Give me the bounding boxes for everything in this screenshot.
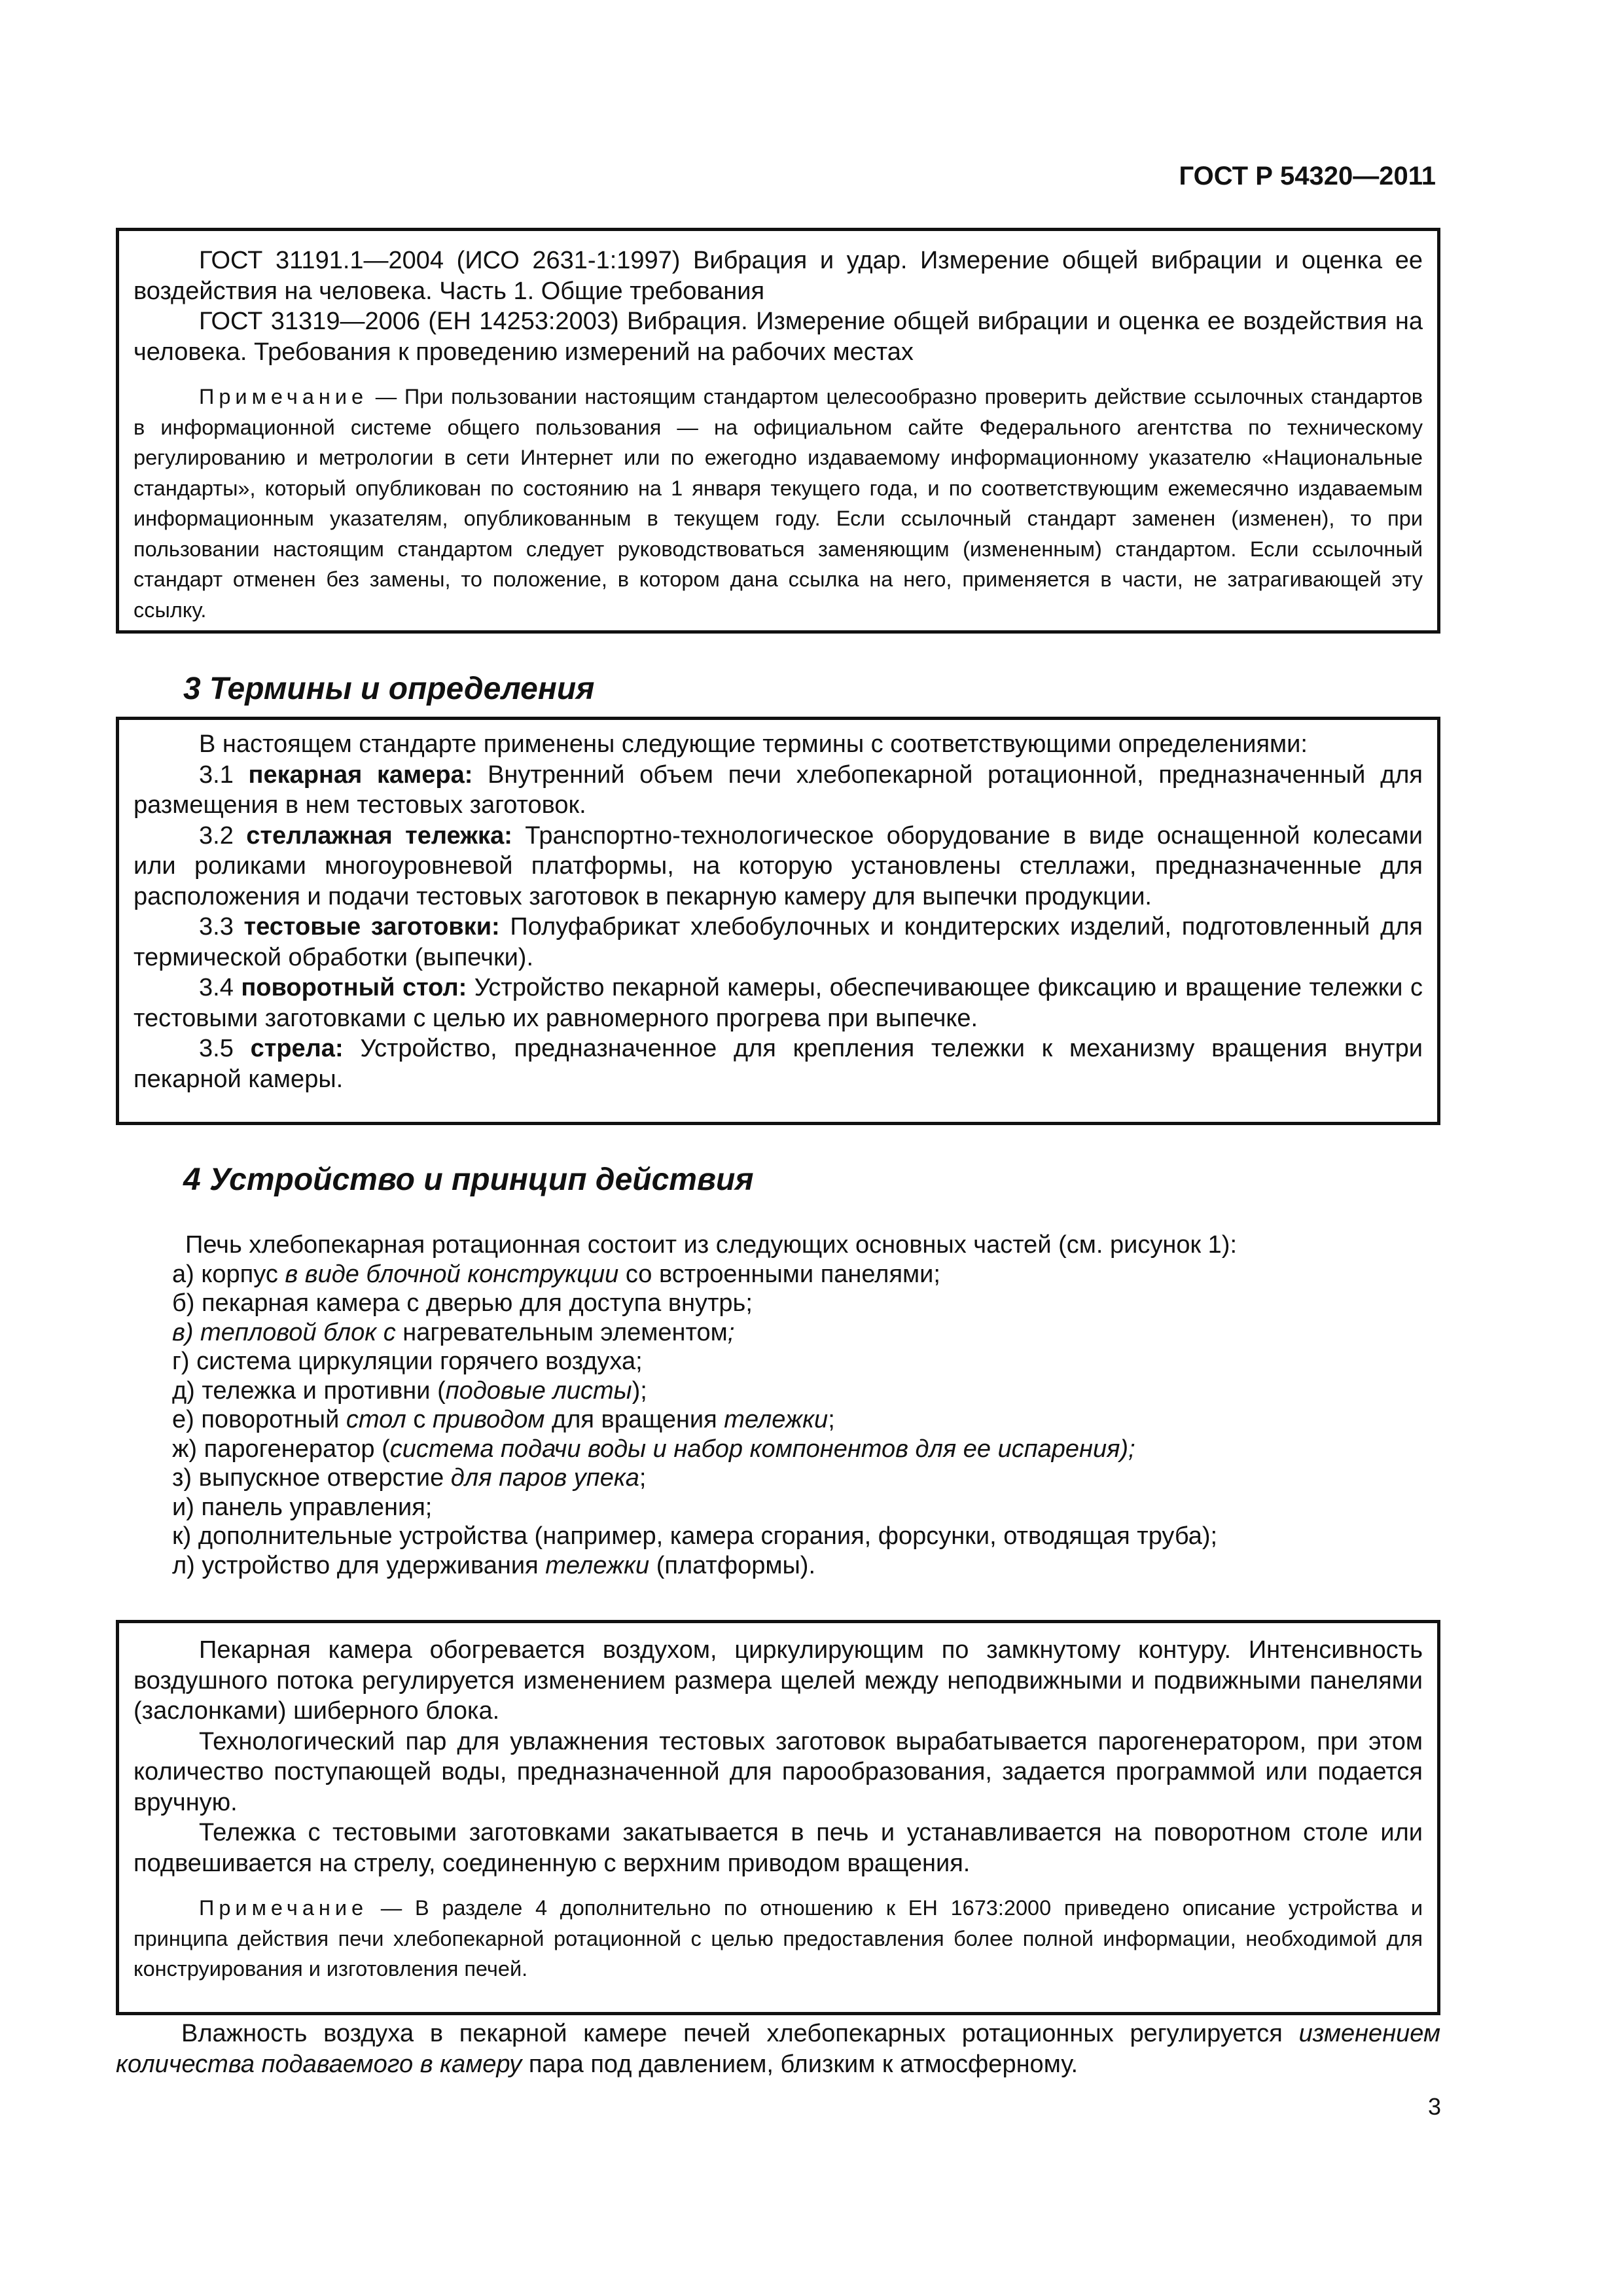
- term-definition: [134, 1033, 1423, 1094]
- list-item: [116, 1318, 1440, 1348]
- terms-box: [116, 717, 1440, 1125]
- references-note: [134, 382, 1423, 625]
- list-item-text: нагревательным элементом: [395, 1318, 728, 1346]
- list-item-text: и) панель управления;: [172, 1493, 433, 1521]
- list-item-text: к) дополнительные устройства (например, камера сгорания, форсунки, отводящая труба);: [172, 1522, 1218, 1550]
- terms-list: [134, 760, 1423, 1095]
- closing-paragraph: [116, 2018, 1440, 2079]
- closing-part-1: Влажность воздуха в пекарной камере печей хлебопекарных ротационных регулируется: [181, 2020, 1299, 2047]
- term-definition: [134, 912, 1423, 973]
- section-3-heading: 3 Термины и определения: [183, 672, 595, 706]
- term-definition: [134, 760, 1423, 821]
- list-item: [116, 1289, 1440, 1318]
- page-number: 3: [1427, 2093, 1441, 2120]
- list-item: [116, 1493, 1440, 1522]
- terms-intro: В настоящем стандарте применены следующие термины с соответствующими определениями:: [199, 730, 1308, 758]
- list-item-text: для вращения: [544, 1406, 724, 1433]
- reference-gost-31319: ГОСТ 31319—2006 (ЕН 14253:2003) Вибрация. Измерение общей вибрации и оценка ее воздействия на человека. Требования к проведению измерений на рабочих местах: [134, 308, 1423, 366]
- list-item-text: ;: [828, 1406, 835, 1433]
- term-name: стеллажная тележка:: [246, 821, 512, 850]
- list-item-text: со встроенными панелями;: [618, 1260, 940, 1288]
- list-item-text: д) тележка и противни (: [172, 1376, 446, 1405]
- list-item-italic-text: в виде блочной конструкции: [285, 1260, 619, 1288]
- list-item-text: ж) парогенератор (: [172, 1435, 390, 1463]
- section-4-body: [116, 1230, 1440, 1580]
- list-item-italic-text: для паров упека: [450, 1464, 639, 1492]
- operation-box: [116, 1620, 1440, 2015]
- term-number: 3.2: [199, 821, 247, 850]
- list-item-italic-text: тележки: [724, 1406, 829, 1433]
- list-item: [116, 1551, 1440, 1581]
- section-4-heading: 4 Устройство и принцип действия: [183, 1162, 754, 1197]
- operation-paragraph-3: Тележка с тестовыми заготовками закатывается в печь и устанавливается на поворотном столе или подвешивается на стрелу, соединенную с верхним приводом вращения.: [134, 1819, 1423, 1877]
- term-number: 3.3: [199, 913, 244, 941]
- term-name: поворотный стол:: [241, 974, 467, 1001]
- list-item: [116, 1435, 1440, 1464]
- operation-paragraph-1: Пекарная камера обогревается воздухом, циркулирующим по замкнутому контуру. Интенсивность воздушного потока регулируется изменением размера щелей между неподвижными и подвижными панелями (заслонками) шиберного блока.: [134, 1636, 1423, 1725]
- list-item: [116, 1376, 1440, 1406]
- operation-paragraph-2: Технологический пар для увлажнения тестовых заготовок вырабатывается парогенератором, при этом количество поступающей воды, предназначенной для парообразования, задается программой или подается вручную.: [134, 1727, 1423, 1816]
- term-definition: [134, 973, 1423, 1033]
- term-name: пекарная камера:: [248, 761, 473, 789]
- term-text: Полуфабрикат хлебобулочных и кондитерских изделий, подготовленный для термической обработки (выпечки).: [134, 913, 1423, 971]
- list-item-text: (платформы).: [649, 1551, 816, 1579]
- term-text: Транспортно-технологическое оборудование в виде оснащенной колесами или роликами многоуровневой платформы, на которую установлены стеллажи, предназначенные для расположения и подачи тестовых заготовок в пекарную камеру для выпечки продукции.: [134, 821, 1423, 910]
- list-item-text: );: [632, 1376, 647, 1405]
- references-box: [116, 228, 1440, 634]
- list-item-italic-text: система подачи воды и набор компонентов для ее испарения);: [389, 1435, 1135, 1463]
- list-item-text: з) выпускное отверстие: [172, 1464, 451, 1492]
- closing-part-3: пара под давлением, близким к атмосферному.: [522, 2050, 1078, 2078]
- note-label: Примечание: [199, 385, 368, 408]
- reference-gost-31191: ГОСТ 31191.1—2004 (ИСО 2631-1:1997) Вибрация и удар. Измерение общей вибрации и оценка ее воздействия на человека. Часть 1. Общие требования: [134, 247, 1423, 305]
- term-name: стрела:: [250, 1035, 344, 1062]
- list-item-text: л) устройство для удерживания: [172, 1551, 546, 1579]
- term-number: 3.4: [199, 974, 241, 1001]
- list-item: [116, 1347, 1440, 1376]
- list-item: [116, 1463, 1440, 1493]
- list-item: [116, 1405, 1440, 1435]
- term-definition: [134, 821, 1423, 912]
- document-header: ГОСТ Р 54320—2011: [1179, 162, 1436, 190]
- note-text: — При пользовании настоящим стандартом целесообразно проверить действие ссылочных стандартов в информационной системе общего пользования — на официальном сайте Федерального агентства по техническому регулированию и метрологии в сети Интернет или по ежегодно издаваемому информационному указателю «Национальные стандарты», который опубликован по состоянию на 1 января текущего года, и по соответствующим ежемесячно издаваемым информационным указателям, опубликованным в текущем году. Если ссылочный стандарт заменен (изменен), то при пользовании настоящим стандартом следует руководствоваться заменяющим (измененным) стандартом. Если ссылочный стандарт отменен без замены, то положение, в котором дана ссылка на него, применяется в части, не затрагивающей эту ссылку.: [134, 385, 1423, 622]
- note-text: — В разделе 4 дополнительно по отношению к ЕН 1673:2000 приведено описание устройства и принципа действия печи хлебопекарной ротационной с целью предоставления более полной информации, необходимой для конструирования и изготовления печей.: [134, 1896, 1423, 1981]
- list-item-italic-text: стол: [346, 1406, 406, 1433]
- list-item-italic-text: в) тепловой блок с: [172, 1318, 396, 1346]
- term-name: тестовые заготовки:: [243, 913, 500, 941]
- closing-part-2: изменением количества подаваемого в камеру: [116, 2020, 1440, 2078]
- parts-list: [116, 1260, 1440, 1581]
- list-item-italic-text: ;: [727, 1318, 735, 1346]
- term-text: Устройство пекарной камеры, обеспечивающее фиксацию и вращение тележки с тестовыми заготовками с целью их равномерного прогрева при выпечке.: [134, 974, 1423, 1032]
- parts-lead: Печь хлебопекарная ротационная состоит из следующих основных частей (см. рисунок 1):: [185, 1231, 1238, 1259]
- list-item-text: е) поворотный: [172, 1406, 346, 1433]
- list-item-text: г) система циркуляции горячего воздуха;: [172, 1348, 643, 1375]
- list-item: [116, 1260, 1440, 1289]
- list-item-text: ;: [639, 1464, 647, 1492]
- term-text: Внутренний объем печи хлебопекарной ротационной, предназначенный для размещения в нем тестовых заготовок.: [134, 761, 1423, 819]
- term-number: 3.1: [199, 761, 249, 789]
- list-item-italic-text: приводом: [432, 1406, 545, 1433]
- list-item-italic-text: тележки: [545, 1551, 650, 1579]
- list-item-text: а) корпус: [172, 1260, 285, 1288]
- list-item-italic-text: подовые листы: [445, 1376, 632, 1405]
- list-item: [116, 1522, 1440, 1551]
- term-number: 3.5: [199, 1035, 251, 1062]
- operation-note: [134, 1893, 1423, 1984]
- list-item-text: б) пекарная камера с дверью для доступа внутрь;: [172, 1289, 753, 1317]
- note-label: Примечание: [199, 1896, 368, 1920]
- term-text: Устройство, предназначенное для крепления тележки к механизму вращения внутри пекарной камеры.: [134, 1035, 1423, 1093]
- list-item-text: с: [406, 1406, 433, 1433]
